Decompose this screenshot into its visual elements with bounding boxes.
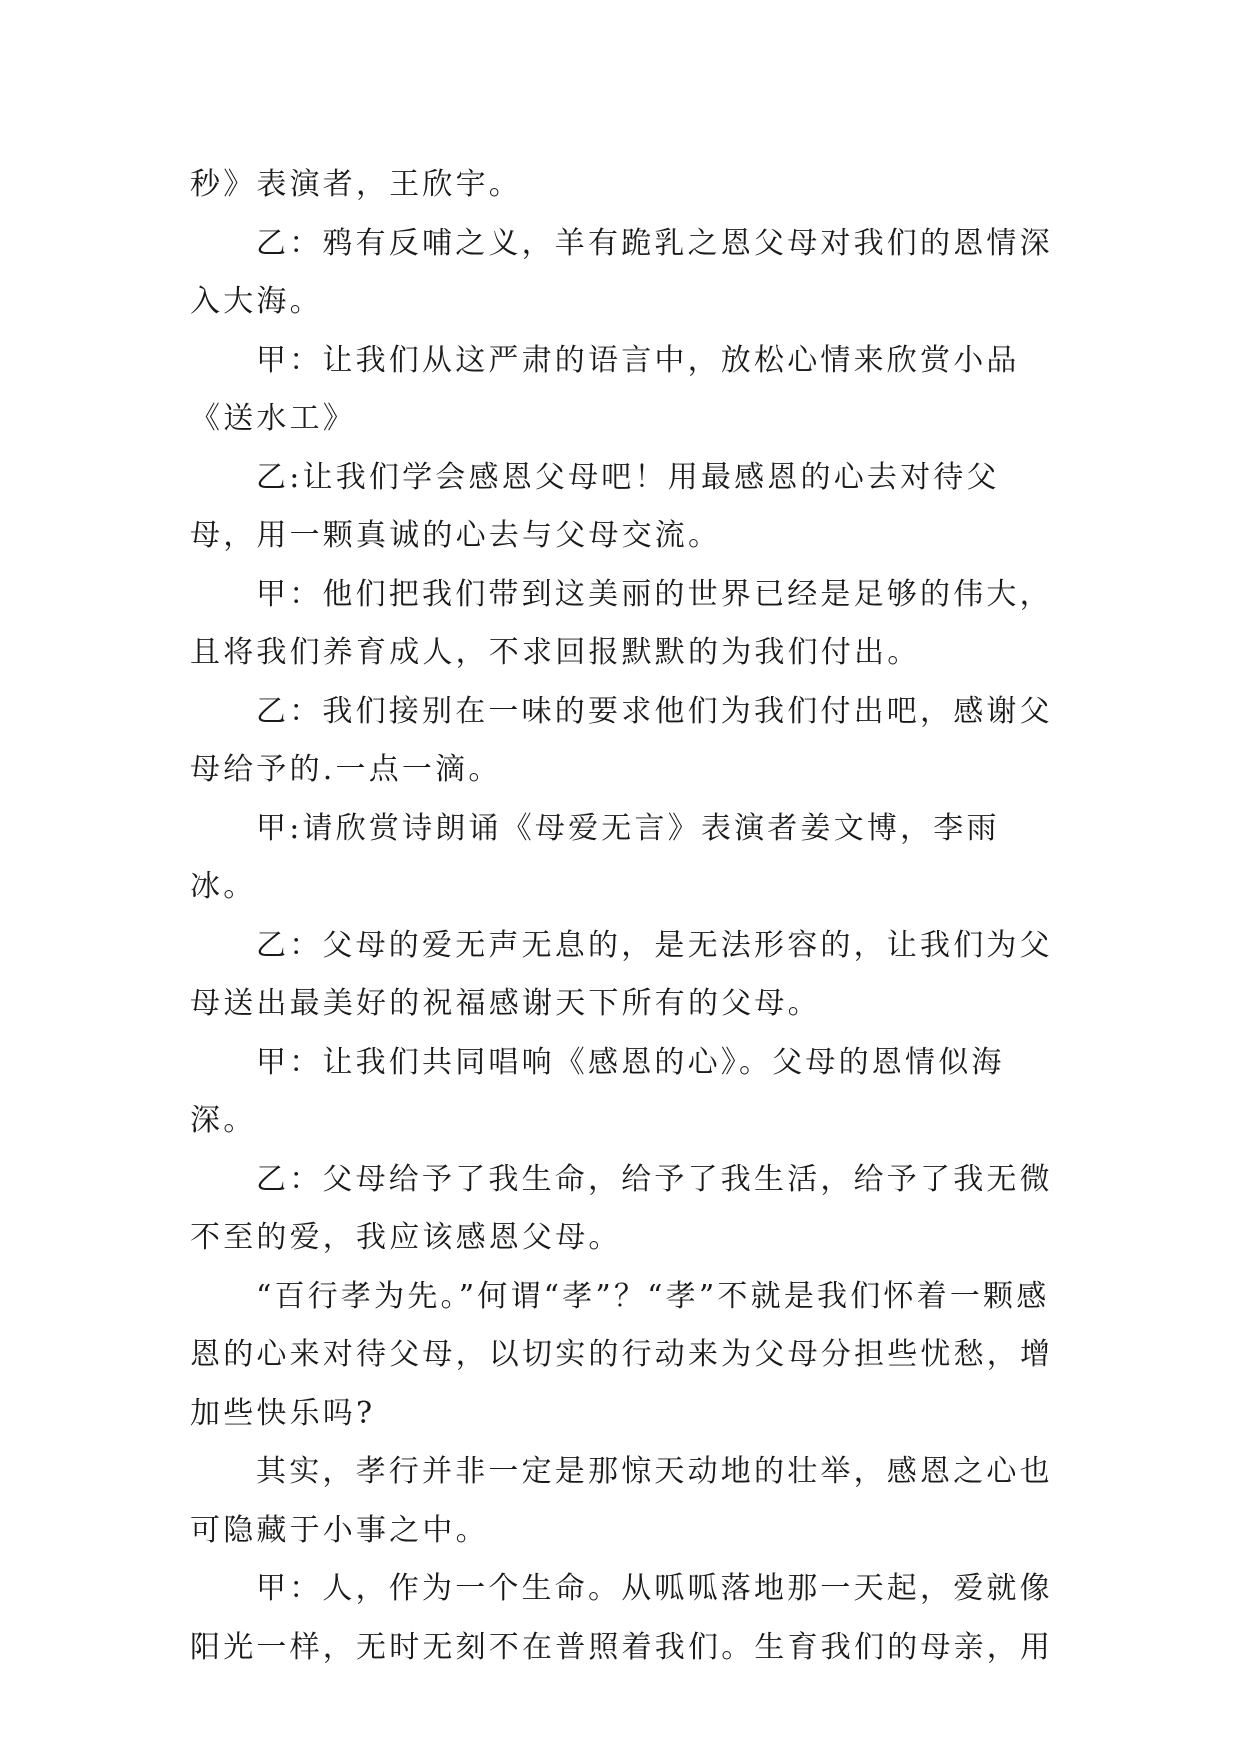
paragraph: 甲:请欣赏诗朗诵《母爱无言》表演者姜文博，李雨冰。 — [190, 810, 1000, 904]
paragraph: 乙：我们接别在一味的要求他们为我们付出吧，感谢父母给予的.一点一滴。 — [190, 693, 1053, 787]
paragraph: 乙:让我们学会感恩父母吧！用最感恩的心去对待父母，用一颗真诚的心去与父母交流。 — [190, 459, 1000, 553]
paragraph: 甲：让我们共同唱响《感恩的心》。父母的恩情似海深。 — [190, 1044, 1005, 1138]
paragraph: “百行孝为先。”何谓“孝”？“孝”不就是我们怀着一颗感恩的心来对待父母，以切实的行动来为父母分担些忧愁，增加些快乐吗? — [190, 1278, 1054, 1431]
paragraph: 乙：父母给予了我生命，给予了我生活，给予了我无微不至的爱，我应该感恩父母。 — [190, 1161, 1053, 1255]
paragraph: 甲：让我们从这严肃的语言中，放松心情来欣赏小品《送水工》 — [190, 342, 1020, 436]
document-body — [190, 156, 1060, 1677]
paragraph: 秒》表演者，王欣宇。 — [190, 167, 522, 202]
paragraph: 其实，孝行并非一定是那惊天动地的壮举，感恩之心也可隐藏于小事之中。 — [190, 1454, 1053, 1548]
paragraph: 甲：他们把我们带到这美丽的世界已经是足够的伟大，且将我们养育成人，不求回报默默的为我们付出。 — [190, 576, 1053, 670]
paragraph: 乙：鸦有反哺之义，羊有跪乳之恩父母对我们的恩情深入大海。 — [190, 225, 1053, 319]
paragraph: 乙：父母的爱无声无息的，是无法形容的，让我们为父母送出最美好的祝福感谢天下所有的父母。 — [190, 927, 1053, 1021]
paragraph: 甲：人，作为一个生命。从呱呱落地那一天起，爱就像阳光一样，无时无刻不在普照着我们。生育我们的母亲，用 — [190, 1571, 1054, 1665]
